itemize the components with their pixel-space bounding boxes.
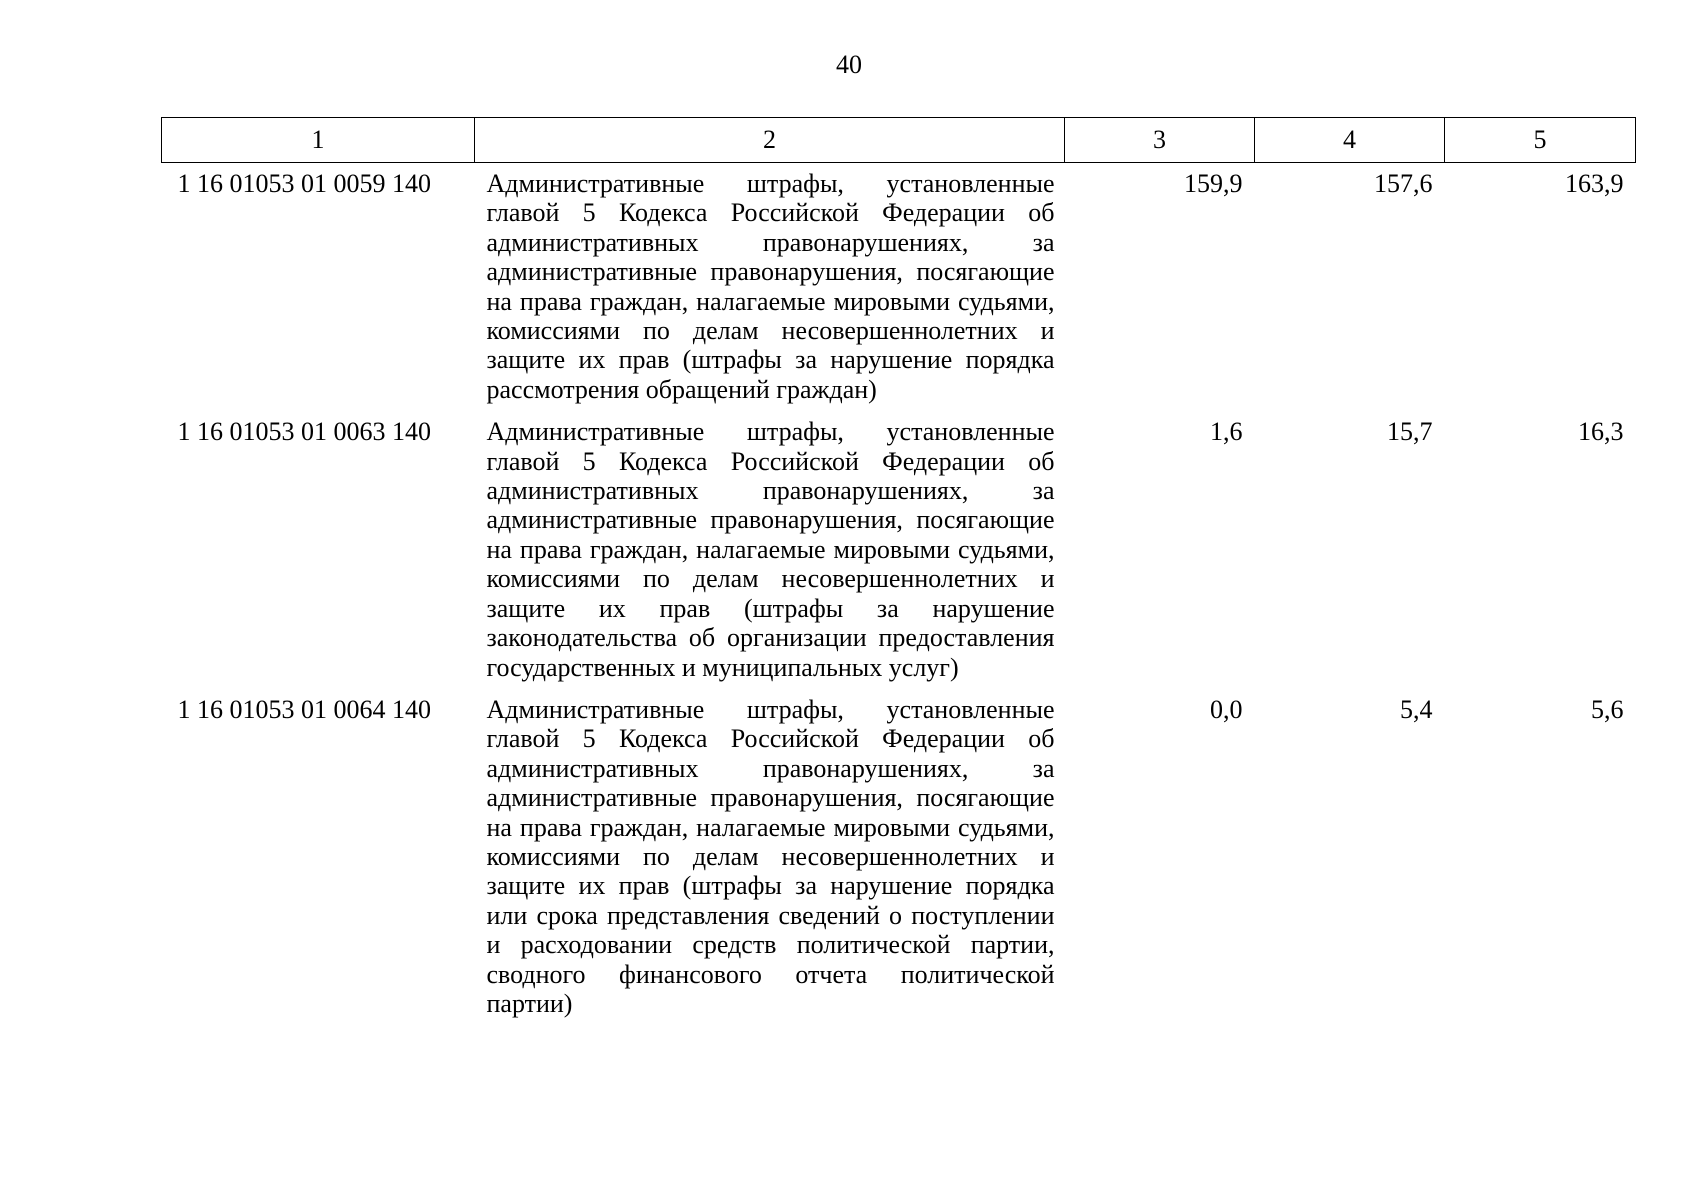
description-cell: Административные штрафы, установленные главой 5 Кодекса Российской Федерации об административных правонарушениях, за административные правонарушения, посягающие на права граждан, налагаемые мировыми судьями, комиссиями по делам несовершеннолетних и защите их прав (штрафы за нарушение законодательства об организации предоставления государственных и муниципальных услуг) [486,417,1055,682]
value-cell-col4: 157,6 [1374,169,1433,198]
value-cell-col3: 0,0 [1210,694,1243,724]
description-cell: Административные штрафы, установленные главой 5 Кодекса Российской Федерации об административных правонарушениях, за административные правонарушения, посягающие на права граждан, налагаемые мировыми судьями, комиссиями по делам несовершеннолетних и защите их прав (штрафы за нарушение порядка рассмотрения обращений граждан) [486,169,1055,404]
column-header-3: 3 [1065,118,1255,163]
value-cell-col5: 5,6 [1591,694,1624,724]
budget-code-cell: 1 16 01053 01 0064 140 [177,694,431,724]
table-row [162,695,1636,1031]
value-cell-col4: 5,4 [1400,694,1433,724]
column-header-5: 5 [1445,118,1636,163]
value-cell-col5: 16,3 [1578,417,1624,447]
table-row [162,417,1636,695]
budget-code-cell: 1 16 01053 01 0063 140 [177,417,431,447]
budget-table [161,117,1636,1031]
column-header-4: 4 [1255,118,1445,163]
column-header-1: 1 [162,118,475,163]
value-cell-col5: 163,9 [1565,169,1624,198]
page-number: 40 [836,50,862,79]
budget-code-cell: 1 16 01053 01 0059 140 [177,169,431,198]
value-cell-col4: 15,7 [1387,417,1433,447]
table-row [162,163,1636,418]
description-cell: Административные штрафы, установленные главой 5 Кодекса Российской Федерации об административных правонарушениях, за административные правонарушения, посягающие на права граждан, налагаемые мировыми судьями, комиссиями по делам несовершеннолетних и защите их прав (штрафы за нарушение порядка или срока представления сведений о поступлении и расходовании средств политической партии, сводного финансового отчета политической партии) [486,694,1055,1018]
table-header-row [162,118,1636,163]
column-header-2: 2 [475,118,1065,163]
value-cell-col3: 159,9 [1184,169,1243,198]
value-cell-col3: 1,6 [1210,417,1243,447]
